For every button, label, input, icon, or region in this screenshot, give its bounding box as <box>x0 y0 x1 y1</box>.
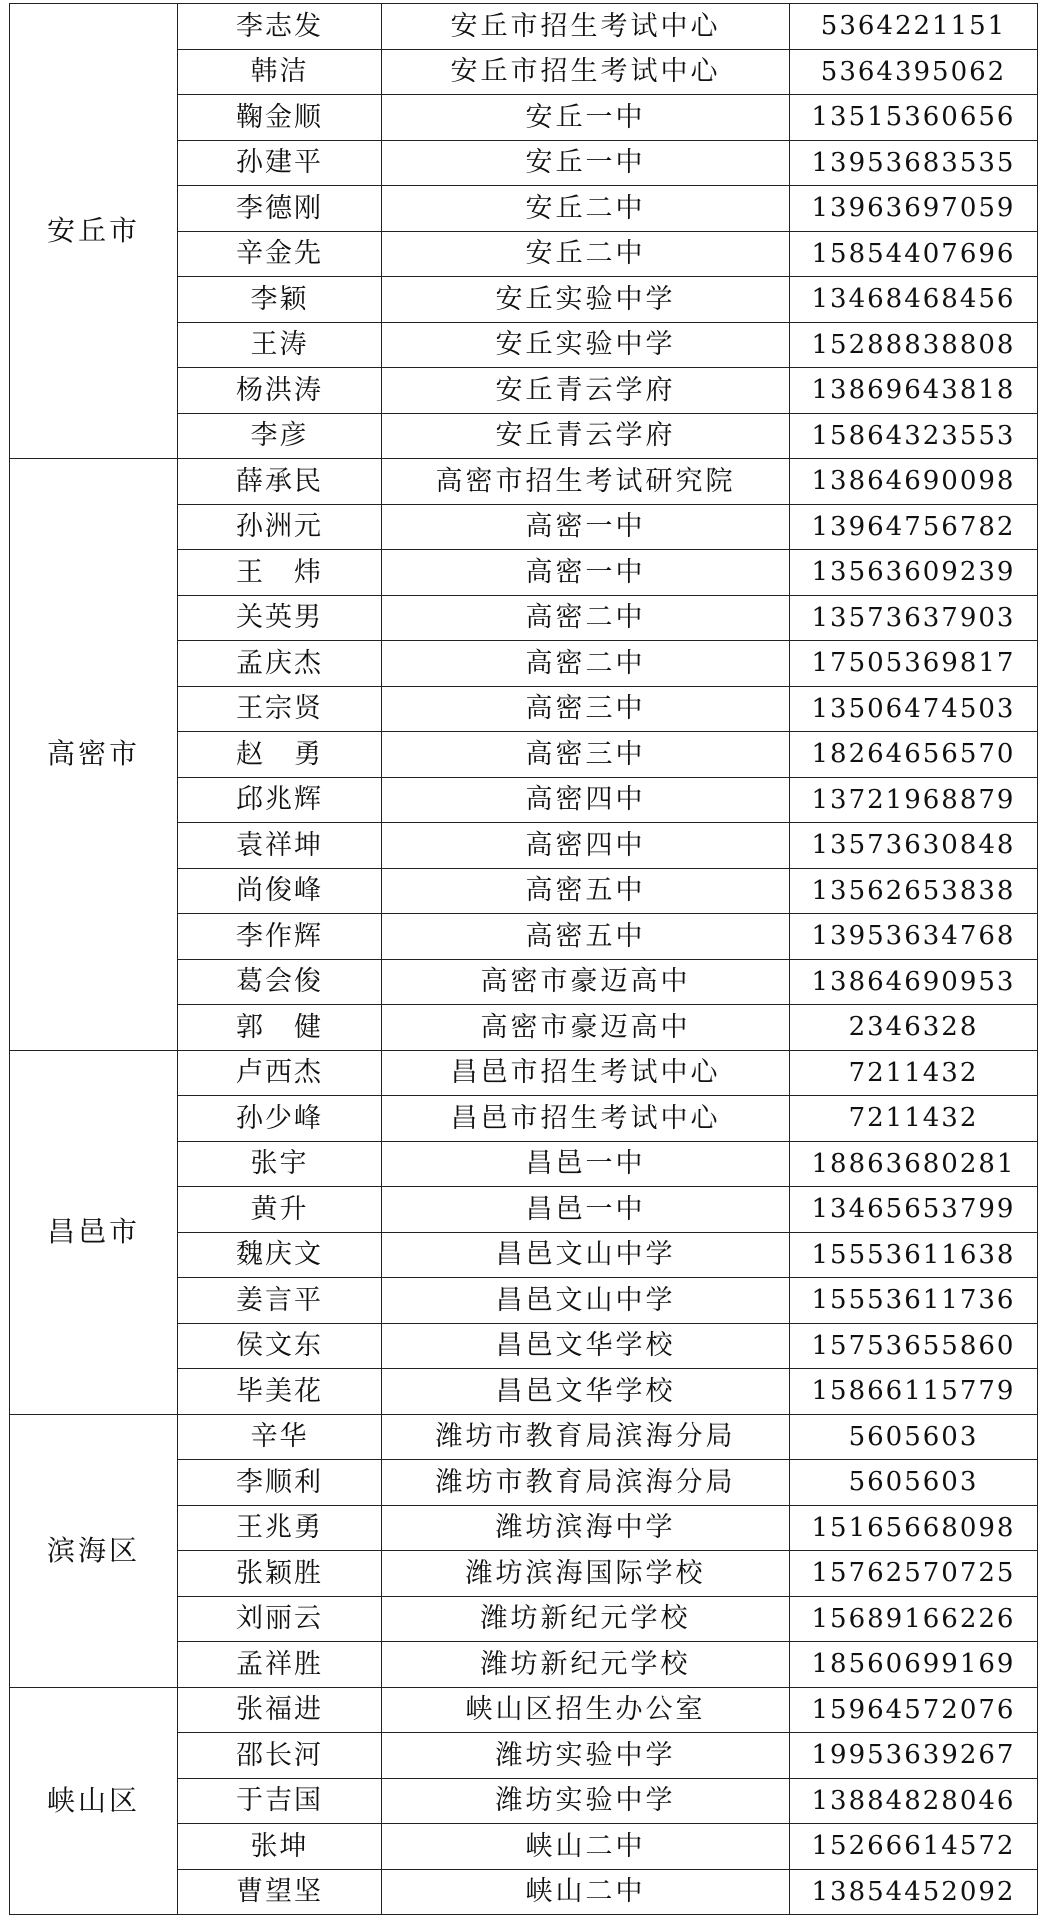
phone-cell: 15553611736 <box>790 1278 1038 1324</box>
phone-cell: 13963697059 <box>790 186 1038 232</box>
org-cell: 潍坊新纪元学校 <box>382 1642 790 1688</box>
name-cell: 李德刚 <box>178 186 382 232</box>
region-cell: 滨海区 <box>10 1414 178 1687</box>
org-cell: 高密市豪迈高中 <box>382 959 790 1005</box>
org-cell: 潍坊实验中学 <box>382 1733 790 1779</box>
org-cell: 昌邑文山中学 <box>382 1278 790 1324</box>
table-row <box>10 459 1038 505</box>
phone-cell: 18863680281 <box>790 1141 1038 1187</box>
name-cell: 李作辉 <box>178 914 382 960</box>
org-cell: 高密市豪迈高中 <box>382 1005 790 1051</box>
org-cell: 安丘二中 <box>382 231 790 277</box>
name-cell: 赵 勇 <box>178 732 382 778</box>
name-cell: 袁祥坤 <box>178 823 382 869</box>
name-cell: 孙少峰 <box>178 1096 382 1142</box>
phone-cell: 13953634768 <box>790 914 1038 960</box>
name-cell: 毕美花 <box>178 1369 382 1415</box>
org-cell: 峡山区招生办公室 <box>382 1687 790 1733</box>
name-cell: 张坤 <box>178 1824 382 1870</box>
phone-cell: 5605603 <box>790 1460 1038 1506</box>
org-cell: 高密一中 <box>382 550 790 596</box>
phone-cell: 7211432 <box>790 1096 1038 1142</box>
phone-cell: 15288838808 <box>790 322 1038 368</box>
name-cell: 张颖胜 <box>178 1551 382 1597</box>
org-cell: 峡山二中 <box>382 1869 790 1915</box>
phone-cell: 13884828046 <box>790 1778 1038 1824</box>
phone-cell: 15964572076 <box>790 1687 1038 1733</box>
org-cell: 安丘青云学府 <box>382 368 790 414</box>
phone-cell: 5605603 <box>790 1414 1038 1460</box>
phone-cell: 13854452092 <box>790 1869 1038 1915</box>
phone-cell: 15266614572 <box>790 1824 1038 1870</box>
phone-cell: 13953683535 <box>790 140 1038 186</box>
phone-cell: 13869643818 <box>790 368 1038 414</box>
name-cell: 曹望坚 <box>178 1869 382 1915</box>
org-cell: 昌邑市招生考试中心 <box>382 1096 790 1142</box>
org-cell: 安丘实验中学 <box>382 277 790 323</box>
phone-cell: 2346328 <box>790 1005 1038 1051</box>
name-cell: 薛承民 <box>178 459 382 505</box>
org-cell: 昌邑文华学校 <box>382 1369 790 1415</box>
phone-cell: 17505369817 <box>790 641 1038 687</box>
org-cell: 潍坊新纪元学校 <box>382 1596 790 1642</box>
region-cell: 高密市 <box>10 459 178 1051</box>
org-cell: 峡山二中 <box>382 1824 790 1870</box>
org-cell: 高密五中 <box>382 868 790 914</box>
name-cell: 孟祥胜 <box>178 1642 382 1688</box>
phone-cell: 15689166226 <box>790 1596 1038 1642</box>
table-row <box>10 1414 1038 1460</box>
phone-cell: 15753655860 <box>790 1323 1038 1369</box>
org-cell: 安丘一中 <box>382 140 790 186</box>
org-cell: 高密二中 <box>382 595 790 641</box>
name-cell: 王宗贤 <box>178 686 382 732</box>
name-cell: 郭 健 <box>178 1005 382 1051</box>
contact-table <box>9 3 1038 1915</box>
org-cell: 安丘一中 <box>382 95 790 141</box>
phone-cell: 18560699169 <box>790 1642 1038 1688</box>
org-cell: 潍坊滨海中学 <box>382 1505 790 1551</box>
name-cell: 李顺利 <box>178 1460 382 1506</box>
name-cell: 张福进 <box>178 1687 382 1733</box>
name-cell: 李志发 <box>178 4 382 50</box>
phone-cell: 13964756782 <box>790 504 1038 550</box>
name-cell: 杨洪涛 <box>178 368 382 414</box>
org-cell: 高密三中 <box>382 732 790 778</box>
org-cell: 昌邑文华学校 <box>382 1323 790 1369</box>
name-cell: 王 炜 <box>178 550 382 596</box>
name-cell: 辛华 <box>178 1414 382 1460</box>
phone-cell: 13506474503 <box>790 686 1038 732</box>
phone-cell: 13515360656 <box>790 95 1038 141</box>
org-cell: 高密四中 <box>382 777 790 823</box>
table-body <box>10 4 1038 1915</box>
org-cell: 高密一中 <box>382 504 790 550</box>
org-cell: 高密三中 <box>382 686 790 732</box>
phone-cell: 13864690953 <box>790 959 1038 1005</box>
name-cell: 李彦 <box>178 413 382 459</box>
name-cell: 孟庆杰 <box>178 641 382 687</box>
phone-cell: 13562653838 <box>790 868 1038 914</box>
name-cell: 王涛 <box>178 322 382 368</box>
phone-cell: 19953639267 <box>790 1733 1038 1779</box>
name-cell: 孙建平 <box>178 140 382 186</box>
org-cell: 高密四中 <box>382 823 790 869</box>
name-cell: 王兆勇 <box>178 1505 382 1551</box>
org-cell: 高密五中 <box>382 914 790 960</box>
table-row <box>10 4 1038 50</box>
org-cell: 昌邑一中 <box>382 1141 790 1187</box>
org-cell: 昌邑文山中学 <box>382 1232 790 1278</box>
phone-cell: 15165668098 <box>790 1505 1038 1551</box>
region-cell: 安丘市 <box>10 4 178 459</box>
name-cell: 辛金先 <box>178 231 382 277</box>
phone-cell: 7211432 <box>790 1050 1038 1096</box>
org-cell: 昌邑一中 <box>382 1187 790 1233</box>
name-cell: 邵长河 <box>178 1733 382 1779</box>
org-cell: 安丘市招生考试中心 <box>382 4 790 50</box>
name-cell: 刘丽云 <box>178 1596 382 1642</box>
org-cell: 高密市招生考试研究院 <box>382 459 790 505</box>
name-cell: 姜言平 <box>178 1278 382 1324</box>
region-cell: 峡山区 <box>10 1687 178 1915</box>
org-cell: 潍坊实验中学 <box>382 1778 790 1824</box>
org-cell: 潍坊市教育局滨海分局 <box>382 1414 790 1460</box>
phone-cell: 13573637903 <box>790 595 1038 641</box>
table-row <box>10 1687 1038 1733</box>
name-cell: 关英男 <box>178 595 382 641</box>
name-cell: 张宇 <box>178 1141 382 1187</box>
region-cell: 昌邑市 <box>10 1050 178 1414</box>
phone-cell: 13563609239 <box>790 550 1038 596</box>
org-cell: 昌邑市招生考试中心 <box>382 1050 790 1096</box>
name-cell: 尚俊峰 <box>178 868 382 914</box>
phone-cell: 15762570725 <box>790 1551 1038 1597</box>
phone-cell: 18264656570 <box>790 732 1038 778</box>
phone-cell: 13468468456 <box>790 277 1038 323</box>
org-cell: 潍坊滨海国际学校 <box>382 1551 790 1597</box>
name-cell: 黄升 <box>178 1187 382 1233</box>
phone-cell: 5364395062 <box>790 49 1038 95</box>
org-cell: 安丘实验中学 <box>382 322 790 368</box>
phone-cell: 15866115779 <box>790 1369 1038 1415</box>
name-cell: 卢西杰 <box>178 1050 382 1096</box>
name-cell: 孙洲元 <box>178 504 382 550</box>
name-cell: 鞠金顺 <box>178 95 382 141</box>
name-cell: 魏庆文 <box>178 1232 382 1278</box>
name-cell: 葛会俊 <box>178 959 382 1005</box>
phone-cell: 13465653799 <box>790 1187 1038 1233</box>
org-cell: 高密二中 <box>382 641 790 687</box>
phone-cell: 15864323553 <box>790 413 1038 459</box>
name-cell: 于吉国 <box>178 1778 382 1824</box>
name-cell: 侯文东 <box>178 1323 382 1369</box>
name-cell: 李颖 <box>178 277 382 323</box>
phone-cell: 13573630848 <box>790 823 1038 869</box>
phone-cell: 5364221151 <box>790 4 1038 50</box>
phone-cell: 15553611638 <box>790 1232 1038 1278</box>
org-cell: 安丘市招生考试中心 <box>382 49 790 95</box>
name-cell: 韩洁 <box>178 49 382 95</box>
phone-cell: 13721968879 <box>790 777 1038 823</box>
name-cell: 邱兆辉 <box>178 777 382 823</box>
org-cell: 潍坊市教育局滨海分局 <box>382 1460 790 1506</box>
org-cell: 安丘青云学府 <box>382 413 790 459</box>
phone-cell: 15854407696 <box>790 231 1038 277</box>
table-row <box>10 1050 1038 1096</box>
phone-cell: 13864690098 <box>790 459 1038 505</box>
org-cell: 安丘二中 <box>382 186 790 232</box>
